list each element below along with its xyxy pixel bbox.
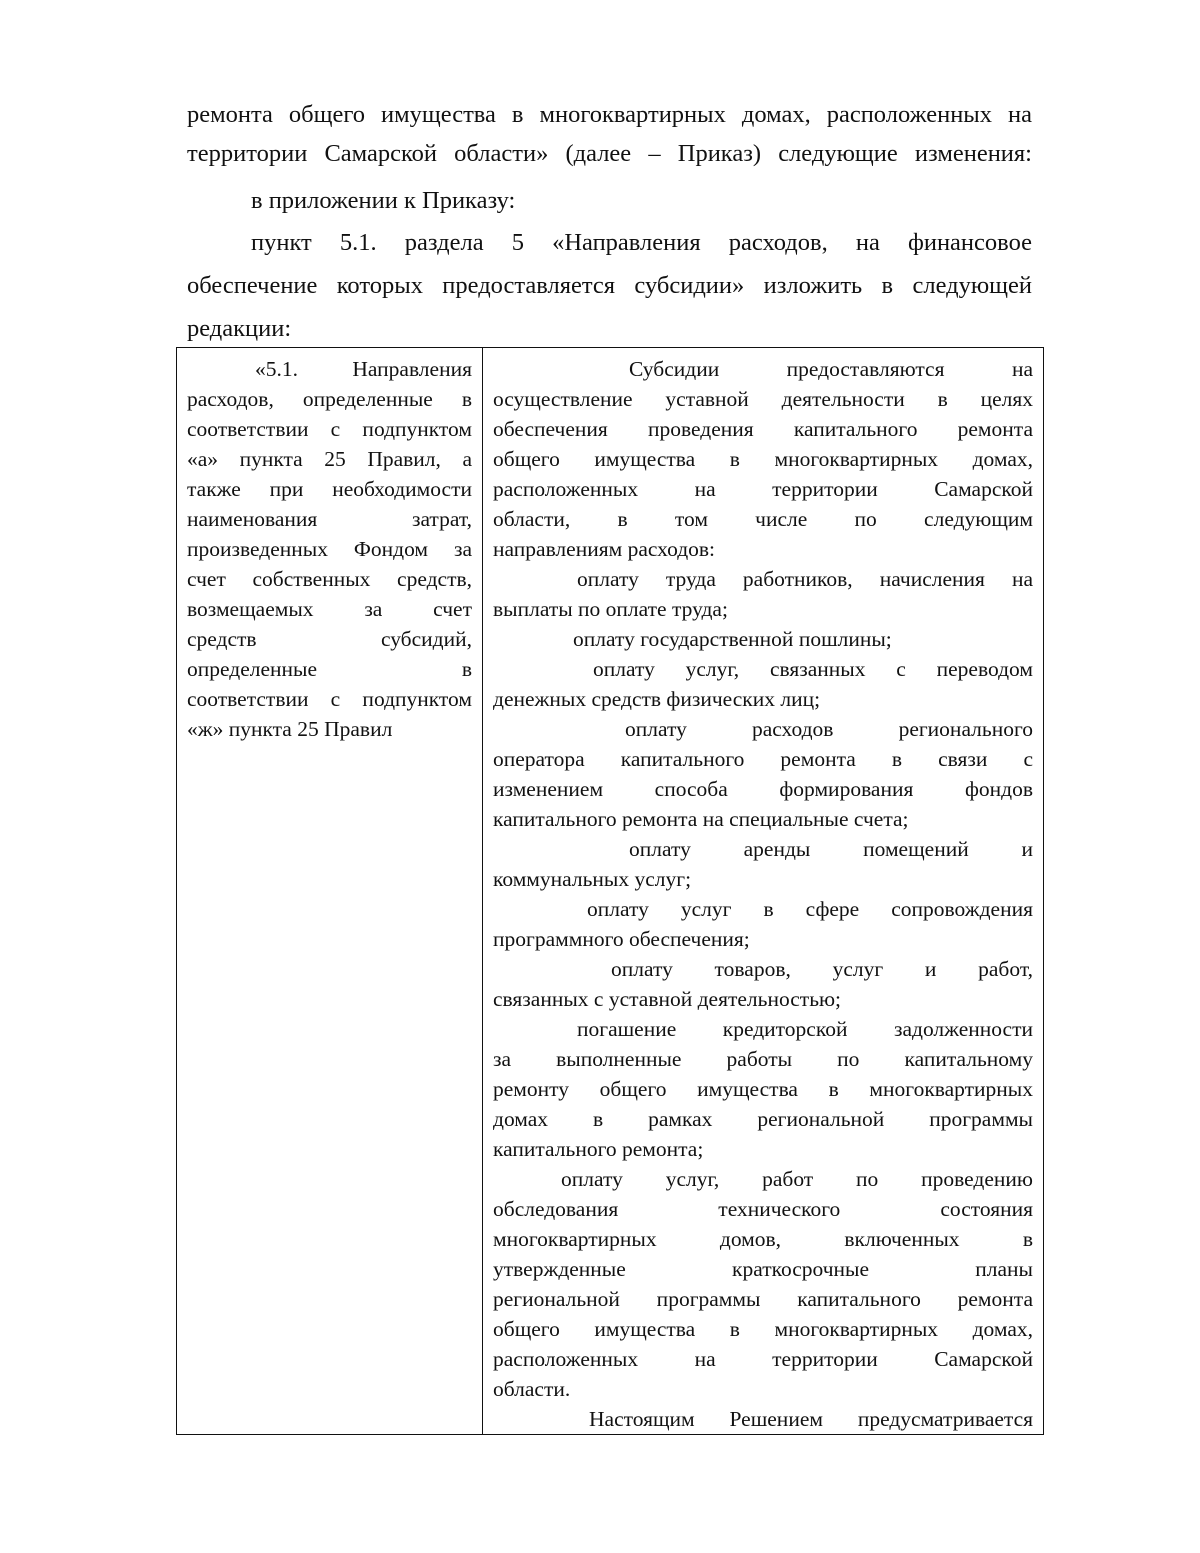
cell-line: оплату услуг в сфере сопровождения xyxy=(587,897,1033,921)
cell-line: расположенных на территории Самарской xyxy=(493,1347,1033,1371)
cell-line: соответствии с подпунктом xyxy=(187,417,472,441)
cell-line: программного обеспечения; xyxy=(493,927,750,951)
cell-line: оператора капитального ремонта в связи с xyxy=(493,747,1033,771)
cell-line: изменением способа формирования фондов xyxy=(493,777,1033,801)
cell-line: оплату труда работников, начисления на xyxy=(577,567,1033,591)
cell-line: домах в рамках региональной программы xyxy=(493,1107,1033,1131)
cell-line: региональной программы капитального ремонта xyxy=(493,1287,1033,1311)
cell-line: расположенных на территории Самарской xyxy=(493,477,1033,501)
cell-line: Настоящим Решением предусматривается xyxy=(589,1407,1033,1431)
intro-line: редакции: xyxy=(187,315,292,342)
cell-line: выплаты по оплате труда; xyxy=(493,597,728,621)
cell-line: произведенных Фондом за xyxy=(187,537,472,561)
cell-line: многоквартирных домов, включенных в xyxy=(493,1227,1033,1251)
cell-line: счет собственных средств, xyxy=(187,567,472,591)
cell-line: ремонту общего имущества в многоквартирных xyxy=(493,1077,1033,1101)
intro-paragraph xyxy=(187,224,1032,347)
cell-line: связанных с уставной деятельностью; xyxy=(493,987,842,1011)
cell-line: соответствии с подпунктом xyxy=(187,687,472,711)
cell-line: оплату расходов регионального xyxy=(625,717,1033,741)
cell-line: капитального ремонта; xyxy=(493,1137,704,1161)
cell-line: оплату товаров, услуг и работ, xyxy=(611,957,1033,981)
cell-line: оплату услуг, работ по проведению xyxy=(561,1167,1033,1191)
amendment-table xyxy=(176,347,1044,1435)
table-cell-left xyxy=(177,348,483,1435)
cell-line: Субсидии предоставляются на xyxy=(629,357,1033,381)
cell-line: «5.1. Направления xyxy=(255,357,472,381)
intro-line: в приложении к Приказу: xyxy=(251,187,516,214)
cell-line: капитального ремонта на специальные счета; xyxy=(493,807,909,831)
intro-line: пункт 5.1. раздела 5 «Направления расходов, на финансовое xyxy=(251,229,1032,256)
cell-line: области, в том числе по следующим xyxy=(493,507,1033,531)
intro-line: ремонта общего имущества в многоквартирных домах, расположенных на xyxy=(187,101,1032,128)
cell-line: оплату государственной пошлины; xyxy=(573,627,892,651)
intro-line: обеспечение которых предоставляется субсидии» изложить в следующей xyxy=(187,272,1032,299)
intro-line: территории Самарской области» (далее – Приказ) следующие изменения: xyxy=(187,140,1032,167)
cell-line: оплату аренды помещений и xyxy=(629,837,1033,861)
cell-line: погашение кредиторской задолженности xyxy=(577,1017,1033,1041)
intro-paragraph xyxy=(187,96,1032,172)
cell-line: средств субсидий, xyxy=(187,627,472,651)
cell-line: коммунальных услуг; xyxy=(493,867,692,891)
cell-line: общего имущества в многоквартирных домах, xyxy=(493,1317,1033,1341)
cell-line: расходов, определенные в xyxy=(187,387,472,411)
intro-paragraph xyxy=(187,182,1032,219)
cell-line: «ж» пункта 25 Правил xyxy=(187,717,393,741)
cell-line: общего имущества в многоквартирных домах, xyxy=(493,447,1033,471)
cell-line: «а» пункта 25 Правил, а xyxy=(187,447,472,471)
table-row xyxy=(177,348,1044,1435)
table-cell-right xyxy=(483,348,1044,1435)
cell-line: обеспечения проведения капитального ремонта xyxy=(493,417,1033,441)
cell-line: денежных средств физических лиц; xyxy=(493,687,821,711)
cell-line: за выполненные работы по капитальному xyxy=(493,1047,1033,1071)
cell-line: также при необходимости xyxy=(187,477,472,501)
cell-line: оплату услуг, связанных с переводом xyxy=(593,657,1033,681)
cell-line: наименования затрат, xyxy=(187,507,472,531)
cell-line: осуществление уставной деятельности в целях xyxy=(493,387,1033,411)
cell-line: определенные в xyxy=(187,657,472,681)
cell-line: обследования технического состояния xyxy=(493,1197,1033,1221)
cell-line: утвержденные краткосрочные планы xyxy=(493,1257,1033,1281)
cell-line: области. xyxy=(493,1377,571,1401)
cell-line: направлениям расходов: xyxy=(493,537,716,561)
cell-line: возмещаемых за счет xyxy=(187,597,472,621)
